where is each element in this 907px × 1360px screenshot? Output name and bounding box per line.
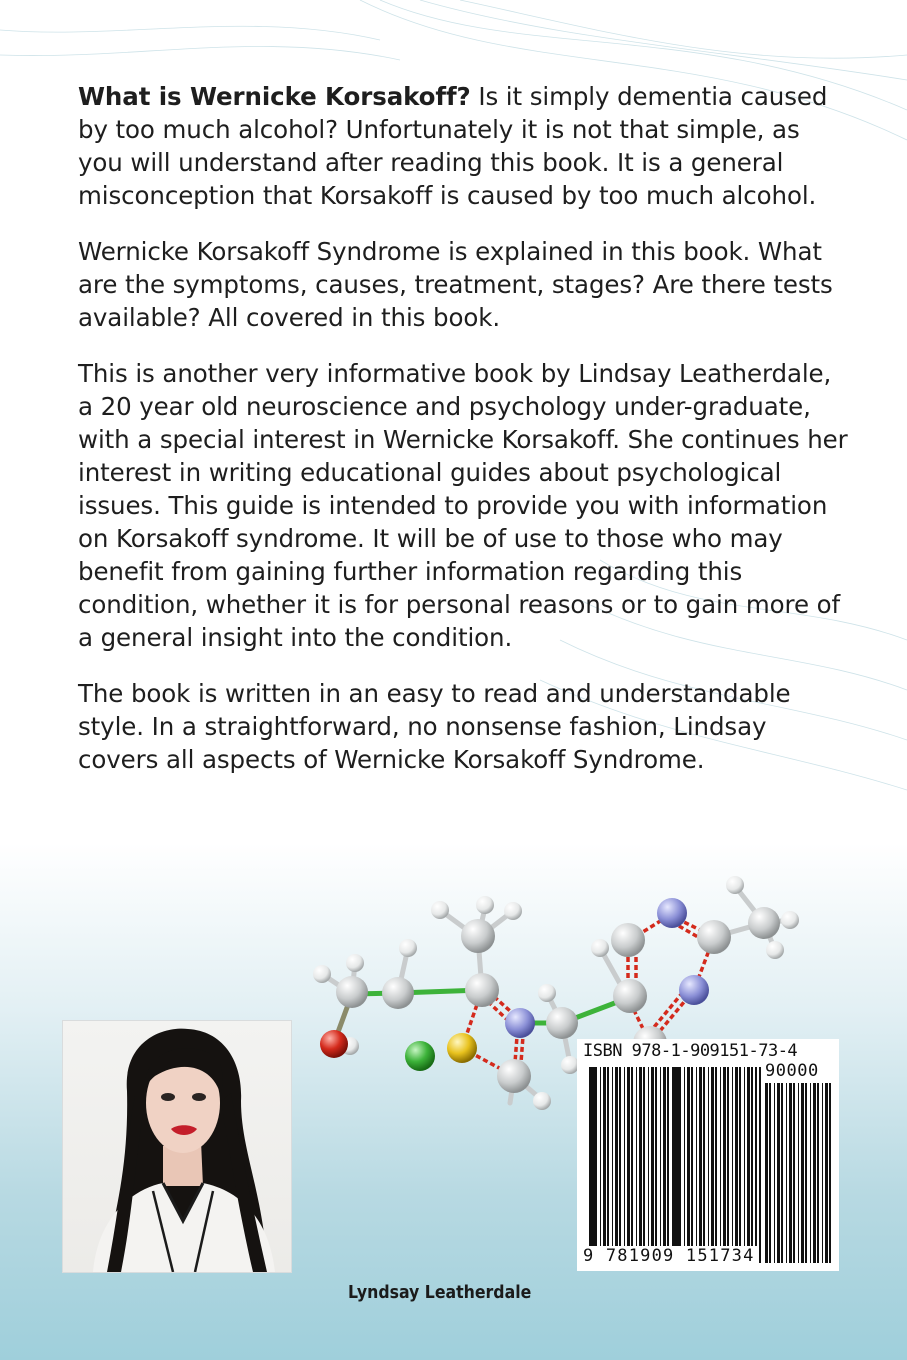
nitrogen-atom bbox=[505, 1008, 535, 1038]
barcode-bar bbox=[822, 1083, 823, 1263]
isbn-label: ISBN 978-1-909151-73-4 bbox=[583, 1041, 798, 1061]
barcode-bar bbox=[747, 1067, 750, 1249]
barcode-bar bbox=[667, 1067, 669, 1249]
barcode-bar bbox=[603, 1067, 606, 1249]
barcode-bar bbox=[612, 1067, 613, 1249]
isbn-barcode bbox=[577, 1039, 839, 1271]
paragraph-3: This is another very informative book by Lindsay Leatherdale, a 20 year old neuroscience and psychology under-graduate, with a special interest in Wernicke Korsakoff. She continues her interest in writing educational guides about psychological issues. This guide is intended to provide you with information on Korsakoff syndrome. It will be of use to those who may benefit from gaining further information regarding this condition, whether it is for personal reasons or to gain more of a general insight into the condition. bbox=[78, 359, 848, 652]
carbon-atom bbox=[497, 1059, 531, 1093]
barcode-bar bbox=[793, 1083, 795, 1263]
barcode-bar bbox=[631, 1067, 633, 1249]
barcode-bar bbox=[684, 1067, 685, 1249]
barcode-bar bbox=[655, 1067, 657, 1249]
intro-text: Is it simply dementia caused by too much alcohol? Unfortunately it is not that simple, as you will understand after reading this book. It is a general misconception that Korsakoff is caused by too much alcohol. bbox=[78, 82, 828, 210]
nitrogen-atom bbox=[657, 898, 687, 928]
barcode-bar bbox=[600, 1067, 601, 1249]
barcode-bar bbox=[727, 1067, 729, 1249]
barcode-bar bbox=[624, 1067, 625, 1249]
barcode-guard-bar bbox=[673, 1067, 675, 1263]
barcode-bar bbox=[651, 1067, 654, 1249]
barcode-bar bbox=[691, 1067, 693, 1249]
barcode-bar bbox=[715, 1067, 717, 1249]
barcode-bar bbox=[648, 1067, 649, 1249]
paragraph-intro bbox=[78, 80, 848, 212]
carbon-atom bbox=[336, 976, 368, 1008]
barcode-bar bbox=[720, 1067, 721, 1249]
barcode-bar bbox=[660, 1067, 661, 1249]
barcode-guard-bar bbox=[755, 1067, 757, 1263]
nitrogen-atom bbox=[679, 975, 709, 1005]
barcode-bar bbox=[825, 1083, 828, 1263]
barcode-bar bbox=[777, 1083, 780, 1263]
carbon-atom bbox=[697, 920, 731, 954]
description-text bbox=[78, 80, 848, 799]
chlorine-atom bbox=[405, 1041, 435, 1071]
barcode-bar bbox=[643, 1067, 645, 1249]
carbon-atom bbox=[611, 923, 645, 957]
barcode-bar bbox=[801, 1083, 804, 1263]
carbon-atom bbox=[546, 1007, 578, 1039]
carbon-atom bbox=[461, 919, 495, 953]
barcode-bar bbox=[829, 1083, 831, 1263]
barcode-bar bbox=[774, 1083, 775, 1263]
barcode-bar bbox=[619, 1067, 621, 1249]
barcode-bar bbox=[751, 1067, 753, 1249]
barcode-bar bbox=[672, 1067, 673, 1249]
barcode-bar bbox=[696, 1067, 697, 1249]
barcode-bar bbox=[781, 1083, 783, 1263]
author-photo bbox=[62, 1020, 292, 1273]
intro-question: What is Wernicke Korsakoff? bbox=[78, 82, 471, 111]
sulfur-atom bbox=[447, 1033, 477, 1063]
barcode-bar bbox=[723, 1067, 726, 1249]
barcode-bar bbox=[663, 1067, 666, 1249]
carbon-atom bbox=[382, 977, 414, 1009]
barcode-bar bbox=[703, 1067, 705, 1249]
oxygen-atom bbox=[320, 1030, 348, 1058]
carbon-atom bbox=[613, 979, 647, 1013]
barcode-bar bbox=[810, 1083, 811, 1263]
barcode-bar bbox=[817, 1083, 819, 1263]
barcode-bar bbox=[739, 1067, 741, 1249]
paragraph-2: Wernicke Korsakoff Syndrome is explained in this book. What are the symptoms, causes, treatment, stages? Are there tests available? All covered in this book. bbox=[78, 237, 833, 332]
barcode-bar bbox=[636, 1067, 637, 1249]
barcode-bar bbox=[615, 1067, 618, 1249]
barcode-bar bbox=[798, 1083, 799, 1263]
ean-digits: 9 781909 151734 bbox=[583, 1246, 755, 1266]
barcode-bar bbox=[769, 1083, 771, 1263]
barcode-bar bbox=[595, 1067, 597, 1249]
barcode-bar bbox=[765, 1083, 768, 1263]
paragraph-4: The book is written in an easy to read and understandable style. In a straightforward, no nonsense fashion, Lindsay covers all aspects of Wernicke Korsakoff Syndrome. bbox=[78, 679, 791, 774]
barcode-guard-bar bbox=[759, 1067, 761, 1263]
author-portrait-illustration bbox=[63, 1021, 291, 1272]
carbon-atom bbox=[748, 907, 780, 939]
barcode-bar bbox=[699, 1067, 702, 1249]
barcode-bar bbox=[732, 1067, 733, 1249]
barcode-bar bbox=[744, 1067, 745, 1249]
barcode-guard-bar bbox=[677, 1067, 679, 1263]
price-addon-number: 90000 bbox=[765, 1061, 819, 1081]
barcode-bar bbox=[735, 1067, 738, 1249]
barcode-guard-bar bbox=[593, 1067, 595, 1263]
barcode-bar bbox=[789, 1083, 792, 1263]
barcode-bar bbox=[786, 1083, 787, 1263]
barcode-bar bbox=[711, 1067, 714, 1249]
barcode-guard-bar bbox=[589, 1067, 591, 1263]
barcode-bar bbox=[679, 1067, 681, 1249]
barcode-bar bbox=[627, 1067, 630, 1249]
barcode-bar bbox=[607, 1067, 609, 1249]
carbon-atom bbox=[465, 973, 499, 1007]
barcode-bar bbox=[813, 1083, 816, 1263]
barcode-bar bbox=[639, 1067, 642, 1249]
barcode-bar bbox=[708, 1067, 709, 1249]
barcode-bar bbox=[805, 1083, 807, 1263]
barcode-bar bbox=[687, 1067, 690, 1249]
author-name: Lyndsay Leatherdale bbox=[348, 1283, 532, 1303]
